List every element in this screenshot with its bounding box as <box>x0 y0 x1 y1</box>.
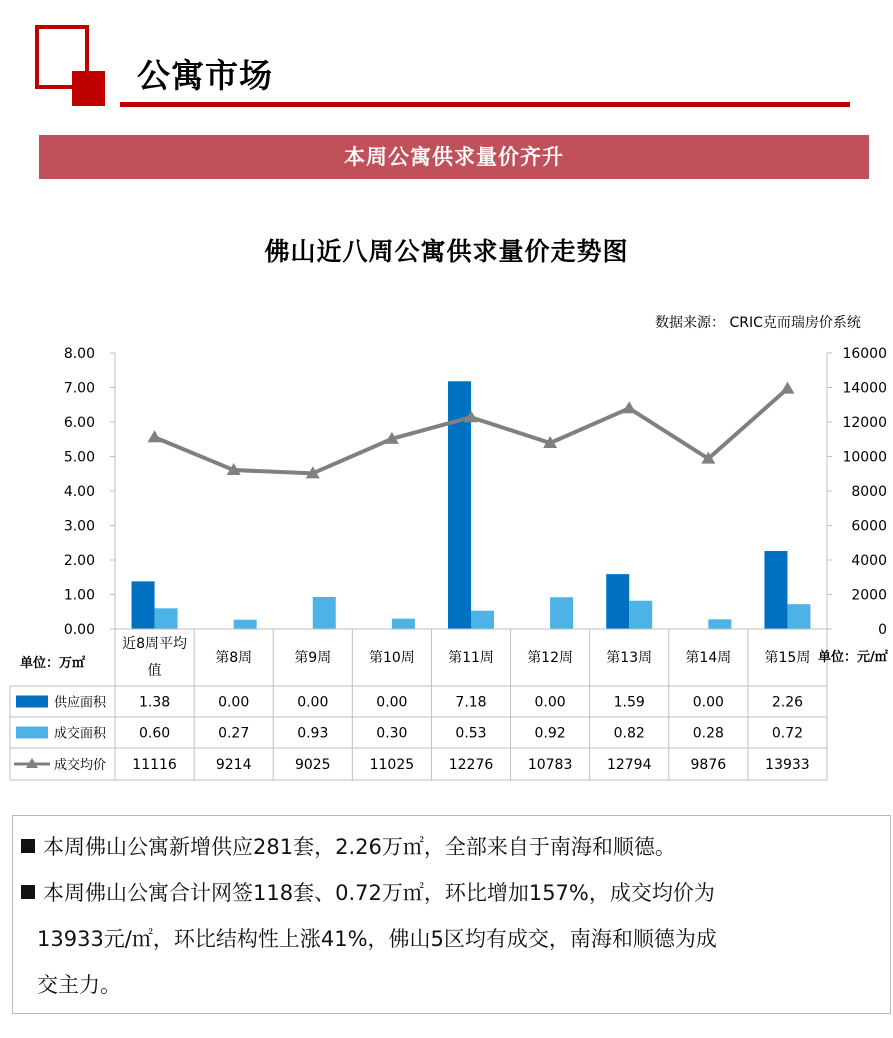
category-label: 第14周 <box>685 650 732 666</box>
left-tick-label: 7.00 <box>63 380 95 397</box>
table-cell-value: 0.00 <box>534 694 566 711</box>
note-line-2: 本周佛山公寓合计网签118套、0.72万㎡，环比增加157%，成交均价为 <box>13 870 715 916</box>
table-cell-value: 0.60 <box>138 725 171 742</box>
table-cell-value: 1.59 <box>613 694 645 711</box>
bullet-square-icon <box>21 885 35 899</box>
deal-bar <box>234 620 257 629</box>
table-cell-value: 9876 <box>690 757 727 773</box>
right-tick-label: 10000 <box>842 449 887 466</box>
deal-bar <box>550 597 573 629</box>
category-label: 第11周 <box>448 650 494 666</box>
category-label: 第15周 <box>764 650 811 666</box>
supply-bar <box>132 581 155 629</box>
table-cell-value: 0.27 <box>218 725 250 742</box>
right-tick-label: 16000 <box>842 346 887 362</box>
right-tick-label: 14000 <box>842 380 887 397</box>
legend-label: 供应面积 <box>54 695 107 711</box>
category-label: 第9周 <box>294 650 332 666</box>
table-cell-value: 7.18 <box>455 694 487 711</box>
table-cell-value: 9025 <box>294 757 331 773</box>
left-unit-label: 单位：万㎡ <box>20 656 86 671</box>
left-tick-label: 0.00 <box>63 622 95 638</box>
table-cell-value: 0.92 <box>534 725 566 742</box>
table-cell-value: 0.53 <box>455 725 487 742</box>
deal-bar <box>155 608 178 629</box>
chart-title: 佛山近八周公寓供求量价走势图 <box>264 237 629 266</box>
right-tick-label: 8000 <box>851 484 887 500</box>
deal-bar <box>629 601 652 629</box>
table-cell-value: 13933 <box>765 757 810 773</box>
deal-bar <box>313 597 336 629</box>
supply-bar <box>606 574 629 629</box>
right-tick-label: 12000 <box>842 415 887 431</box>
legend-label: 成交均价 <box>54 758 107 773</box>
table-cell-value: 1.38 <box>138 694 171 711</box>
table-cell-value: 9214 <box>215 757 252 773</box>
page-title: 公寓市场 <box>137 56 273 95</box>
legend-label: 成交面积 <box>54 726 107 742</box>
deal-bar <box>708 619 731 629</box>
section-banner: 本周公寓供求量价齐升 <box>39 135 869 179</box>
table-cell-value: 10783 <box>527 757 573 773</box>
price-point <box>780 382 794 394</box>
note-line-3: 13933元/㎡，环比结构性上涨41%，佛山5区均有成交，南海和顺德为成 <box>37 927 717 951</box>
category-label: 第10周 <box>368 650 415 666</box>
price-point <box>148 430 162 442</box>
category-label: 近8周平均值 <box>122 636 188 679</box>
right-tick-label: 6000 <box>851 518 887 535</box>
table-cell-value: 0.30 <box>376 725 408 742</box>
table-cell-value: 0.82 <box>613 725 645 742</box>
legend-swatch-deal <box>16 727 48 739</box>
left-tick-label: 3.00 <box>63 518 95 535</box>
category-label: 第12周 <box>527 650 574 666</box>
category-label: 第13周 <box>606 650 653 666</box>
left-tick-label: 4.00 <box>63 484 95 500</box>
right-unit-label: 单位：元/㎡ <box>818 650 888 665</box>
note-line-4: 交主力。 <box>37 973 121 997</box>
deal-bar <box>392 619 415 629</box>
table-cell-value: 0.72 <box>771 725 804 742</box>
table-cell-value: 0.93 <box>297 725 329 742</box>
bullet-square-icon <box>21 839 35 853</box>
table-cell-value: 0.00 <box>218 694 250 711</box>
chart-source: 数据来源： CRIC克而瑞房价系统 <box>655 315 861 331</box>
table-cell-value: 11025 <box>369 757 415 773</box>
table-cell-value: 0.00 <box>297 694 329 711</box>
left-tick-label: 5.00 <box>63 449 95 466</box>
left-tick-label: 1.00 <box>63 587 95 604</box>
table-cell-value: 0.00 <box>376 694 408 711</box>
category-label: 第8周 <box>215 650 253 666</box>
supply-bar <box>764 551 787 629</box>
left-tick-label: 2.00 <box>63 553 95 569</box>
deal-bar <box>787 604 810 629</box>
right-tick-label: 4000 <box>851 553 887 569</box>
left-tick-label: 6.00 <box>63 415 95 431</box>
right-tick-label: 0 <box>878 622 887 638</box>
table-cell-value: 12794 <box>606 757 652 773</box>
note-line-1: 本周佛山公寓新增供应281套，2.26万㎡，全部来自于南海和顺德。 <box>13 824 676 870</box>
table-cell-value: 0.28 <box>692 725 724 742</box>
right-tick-label: 2000 <box>851 587 887 604</box>
left-tick-label: 8.00 <box>63 346 95 362</box>
table-cell-value: 12276 <box>448 757 494 773</box>
table-cell-value: 2.26 <box>771 694 804 711</box>
legend-swatch-supply <box>16 696 48 708</box>
table-cell-value: 11116 <box>132 757 177 773</box>
deal-bar <box>471 611 494 629</box>
price-point <box>622 401 636 413</box>
table-cell-value: 0.00 <box>692 694 724 711</box>
notes-box <box>12 815 891 1014</box>
